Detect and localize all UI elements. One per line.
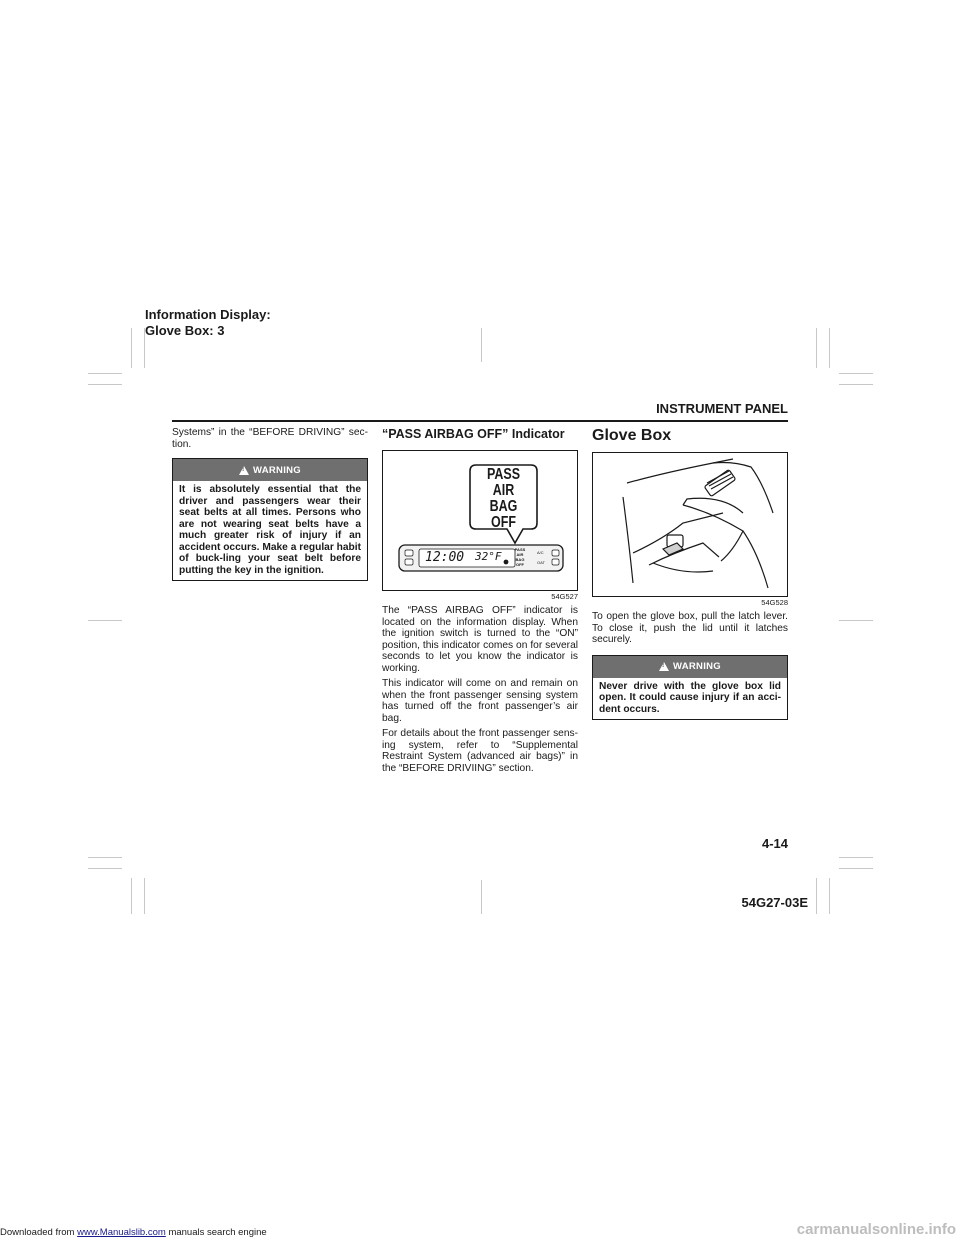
document-title-line2: Glove Box: 3 xyxy=(145,323,225,338)
callout-line2: AIR BAG xyxy=(489,482,518,515)
indicator-paragraph-1: The “PASS AIRBAG OFF” indicator is located on the information display. When the ignition switch is turned to the “ON” position, this indicator comes on for several seconds to let you know the indicator is working. xyxy=(382,605,578,674)
document-code: 54G27-03E xyxy=(741,895,808,910)
right-label-bottom: OAT xyxy=(537,560,545,565)
header-rule xyxy=(172,420,788,422)
middle-column xyxy=(382,427,578,778)
warning-text: Never drive with the glove box lid open. It could cause injury if an acci-dent occurs. xyxy=(599,680,781,715)
document-title-line1: Information Display: xyxy=(145,307,271,322)
glove-box-warning-box xyxy=(592,655,788,721)
glove-box-figure xyxy=(592,452,788,597)
warning-label: WARNING xyxy=(252,464,301,476)
indicator-paragraph-2: This indicator will come on and remain on when the front passenger sensing system has turned off the front passenger’s air bag. xyxy=(382,678,578,724)
seatbelt-warning-box xyxy=(172,458,368,581)
glove-box-illustration xyxy=(593,453,789,596)
warning-triangle-icon xyxy=(659,662,669,671)
warning-header xyxy=(593,656,787,678)
callout-text xyxy=(477,467,529,531)
warning-label: WARNING xyxy=(672,661,721,672)
intro-text: Systems” in the “BEFORE DRIVING” sec-tion. xyxy=(172,427,368,450)
glove-box-paragraph: To open the glove box, pull the latch lever. To close it, push the lid until it latches securely. xyxy=(592,611,788,645)
indicator-description xyxy=(382,605,578,774)
indicator-paragraph-3: For details about the front passenger sens-ing system, refer to “Supplemental Restraint System (advanced air bags)” in the “BEFORE DRIVIING” section. xyxy=(382,728,578,774)
small-indicator-line3: OFF xyxy=(516,562,524,567)
indicator-figure xyxy=(382,450,578,591)
manualslib-link[interactable]: www.Manualslib.com xyxy=(77,1227,166,1238)
figure-code-54g527: 54G527 xyxy=(551,592,578,601)
right-column xyxy=(592,427,788,720)
callout-line1: PASS xyxy=(486,466,521,483)
small-indicator-line1: PASS xyxy=(514,547,526,552)
small-airbag-indicator xyxy=(513,547,527,567)
glove-box-heading: Glove Box xyxy=(592,427,672,444)
warning-header xyxy=(173,459,367,481)
indicator-heading: “PASS AIRBAG OFF” Indicator xyxy=(382,427,565,441)
warning-text: It is absolutely essential that the driver and passengers wear their seat belts at all times. Persons who are not wearing seat belts have a much greater risk of injury if an accident occurs. Make a regular habit of buck-ling your seat belt before putting the key in the ignition. xyxy=(179,484,361,576)
download-prefix: Downloaded from xyxy=(0,1227,78,1238)
section-title: INSTRUMENT PANEL xyxy=(656,401,788,416)
warning-triangle-icon xyxy=(239,466,249,475)
callout-line3: OFF xyxy=(491,514,516,531)
display-time: 12:00 xyxy=(425,550,465,565)
page-number: 4-14 xyxy=(761,836,788,851)
small-indicator-line2: AIR BAG xyxy=(515,552,525,562)
right-label-top: A/C xyxy=(537,550,544,555)
watermark: carmanualsonline.info xyxy=(796,1221,956,1238)
display-temperature: 32°F xyxy=(475,550,502,563)
download-suffix: manuals search engine xyxy=(165,1227,267,1238)
left-column xyxy=(172,427,368,581)
figure-code-54g528: 54G528 xyxy=(761,598,788,607)
download-banner xyxy=(0,1227,267,1238)
document-title xyxy=(145,307,271,339)
